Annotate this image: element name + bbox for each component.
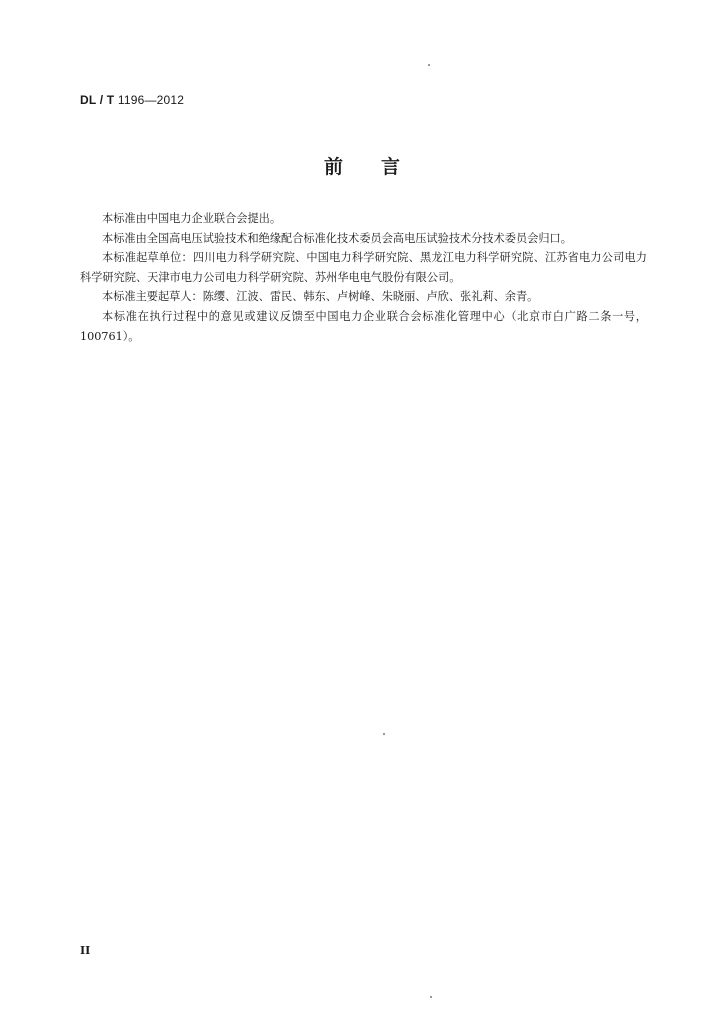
paragraph-drafting-units: 本标准起草单位：四川电力科学研究院、中国电力科学研究院、黑龙江电力科学研究院、江苏省电力公司电力科学研究院、天津市电力公司电力科学研究院、苏州华电电气股份有限公司。 bbox=[80, 251, 647, 284]
document-code-number: 1196—2012 bbox=[117, 93, 185, 107]
paragraph-proposer: 本标准由中国电力企业联合会提出。 bbox=[102, 212, 282, 225]
document-code bbox=[80, 93, 184, 107]
scan-speck bbox=[428, 64, 430, 66]
scan-speck bbox=[383, 733, 385, 735]
scan-speck bbox=[430, 996, 432, 998]
foreword-body bbox=[80, 209, 647, 346]
page-number: II bbox=[80, 944, 91, 957]
section-title: 前言 bbox=[323, 156, 438, 178]
document-code-prefix: DL / T bbox=[80, 93, 115, 107]
paragraph-drafters: 本标准主要起草人：陈缨、江波、雷民、韩东、卢树峰、朱晓丽、卢欣、张礼莉、余青。 bbox=[102, 290, 539, 304]
paragraph-responsible-committee: 本标准由全国高电压试验技术和绝缘配合标准化技术委员会高电压试验技术分技术委员会归口。 bbox=[102, 231, 572, 245]
paragraph-feedback: 本标准在执行过程中的意见或建议反馈至中国电力企业联合会标准化管理中心（北京市白广路二条一号，100761）。 bbox=[80, 309, 647, 343]
